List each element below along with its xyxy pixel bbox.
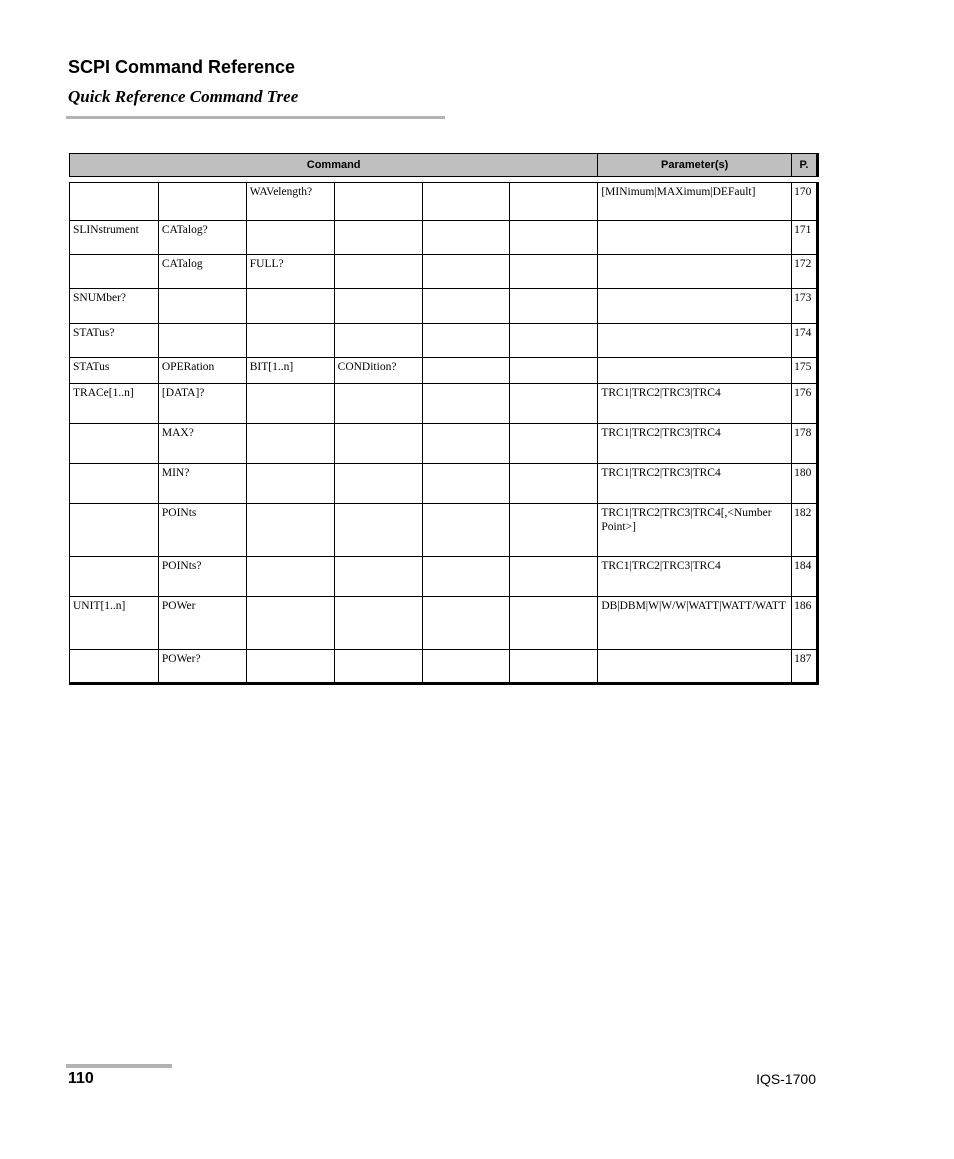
parameters-cell — [597, 324, 791, 357]
command-level-3-cell — [246, 650, 334, 682]
command-level-5-cell — [422, 324, 510, 357]
page-ref-cell: 186 — [791, 597, 816, 649]
command-level-6-cell — [509, 557, 597, 596]
command-level-4-cell — [334, 324, 422, 357]
command-level-5-cell — [422, 384, 510, 423]
table-body — [69, 182, 819, 685]
command-level-2-cell: POWer — [158, 597, 246, 649]
command-level-2-cell: POWer? — [158, 650, 246, 682]
header-rule — [66, 116, 445, 119]
parameters-cell: TRC1|TRC2|TRC3|TRC4[,<Number Point>] — [597, 504, 791, 556]
command-level-1-cell: STATus — [73, 361, 110, 373]
command-level-6-cell — [509, 424, 597, 463]
command-level-3-cell — [246, 289, 334, 323]
parameters-cell — [597, 289, 791, 323]
command-level-3-cell — [246, 557, 334, 596]
parameters-cell: TRC1|TRC2|TRC3|TRC4 — [597, 557, 791, 596]
command-level-1-cell: UNIT[1..n] — [73, 600, 126, 612]
command-level-1-cell — [70, 424, 158, 463]
page-ref-cell: 175 — [791, 358, 816, 383]
table-row — [70, 596, 816, 649]
command-level-5-cell — [422, 255, 510, 288]
page-ref-cell: 176 — [791, 384, 816, 423]
command-level-6-cell — [509, 358, 597, 383]
command-level-3-cell — [246, 597, 334, 649]
table-row — [70, 383, 816, 423]
page-ref-cell: 182 — [791, 504, 816, 556]
section-title: SCPI Command Reference — [68, 57, 296, 77]
page-ref-cell: 172 — [791, 255, 816, 288]
command-level-5-cell — [422, 183, 510, 220]
command-level-5-cell — [422, 557, 510, 596]
command-level-3-cell — [246, 464, 334, 503]
command-level-6-cell — [509, 504, 597, 556]
table-header — [69, 153, 819, 177]
footer-rule — [66, 1064, 172, 1068]
command-level-6-cell — [509, 289, 597, 323]
table-row — [70, 556, 816, 596]
command-level-4-cell — [334, 424, 422, 463]
command-level-2-cell: CATalog? — [158, 221, 246, 254]
parameters-cell — [597, 221, 791, 254]
command-level-4-cell — [334, 221, 422, 254]
command-level-3-cell — [246, 424, 334, 463]
command-level-6-cell — [509, 324, 597, 357]
command-level-3-cell — [246, 324, 334, 357]
command-level-4-cell — [334, 650, 422, 682]
command-level-4-cell — [334, 384, 422, 423]
command-level-4-cell — [334, 255, 422, 288]
command-level-2-cell: OPERation — [158, 358, 246, 383]
command-level-5-cell — [422, 597, 510, 649]
command-level-1-cell — [70, 504, 158, 556]
command-level-3-cell — [246, 221, 334, 254]
table-row — [70, 649, 816, 682]
page-ref-cell: 184 — [791, 557, 816, 596]
command-level-5-cell — [422, 221, 510, 254]
command-level-3-cell: FULL? — [246, 255, 334, 288]
parameters-cell: TRC1|TRC2|TRC3|TRC4 — [597, 464, 791, 503]
parameters-cell — [597, 255, 791, 288]
command-level-3-cell: WAVelength? — [246, 183, 334, 220]
command-level-2-cell: POINts — [158, 504, 246, 556]
command-level-2-cell: MAX? — [158, 424, 246, 463]
command-level-6-cell — [509, 255, 597, 288]
page-ref-cell: 178 — [791, 424, 816, 463]
page-ref-cell: 170 — [791, 183, 816, 220]
command-level-6-cell — [509, 183, 597, 220]
parameters-cell: DB|DBM|W|W/W|WATT|WATT/WATT — [597, 597, 791, 649]
parameters-cell — [597, 650, 791, 682]
command-level-5-cell — [422, 358, 510, 383]
section-subtitle: Quick Reference Command Tree — [68, 87, 299, 106]
command-level-1-cell — [70, 557, 158, 596]
command-level-2-cell — [158, 324, 246, 357]
command-level-2-cell: [DATA]? — [158, 384, 246, 423]
column-header-parameters: Parameter(s) — [597, 154, 791, 176]
command-level-5-cell — [422, 464, 510, 503]
command-level-5-cell — [422, 650, 510, 682]
product-name: IQS-1700 — [756, 1071, 816, 1087]
command-level-1-cell — [70, 255, 158, 288]
command-level-3-cell — [246, 504, 334, 556]
command-level-1-cell — [70, 650, 158, 682]
table-row — [70, 288, 816, 323]
parameters-cell: TRC1|TRC2|TRC3|TRC4 — [597, 384, 791, 423]
command-level-4-cell — [334, 183, 422, 220]
command-level-2-cell: MIN? — [158, 464, 246, 503]
command-level-6-cell — [509, 464, 597, 503]
command-level-1-cell — [70, 183, 158, 220]
table-row — [70, 423, 816, 463]
command-level-5-cell — [422, 424, 510, 463]
page-number: 110 — [68, 1070, 94, 1087]
page-ref-cell: 174 — [791, 324, 816, 357]
command-level-2-cell: CATalog — [158, 255, 246, 288]
table-row — [70, 254, 816, 288]
page-ref-cell: 173 — [791, 289, 816, 323]
parameters-cell: [MINimum|MAXimum|DEFault] — [597, 183, 791, 220]
command-level-1-cell: TRACe[1..n] — [73, 387, 134, 399]
table-row — [70, 220, 816, 254]
table-row — [70, 357, 816, 383]
parameters-cell: TRC1|TRC2|TRC3|TRC4 — [597, 424, 791, 463]
command-level-6-cell — [509, 650, 597, 682]
command-level-2-cell — [158, 289, 246, 323]
parameters-cell — [597, 358, 791, 383]
command-level-6-cell — [509, 597, 597, 649]
table-row — [70, 183, 816, 220]
page-ref-cell: 180 — [791, 464, 816, 503]
page-ref-cell: 171 — [791, 221, 816, 254]
command-level-2-cell — [158, 183, 246, 220]
command-level-4-cell — [334, 597, 422, 649]
command-level-1-cell: SNUMber? — [73, 292, 127, 304]
command-level-4-cell — [334, 289, 422, 323]
column-header-command: Command — [306, 159, 361, 171]
command-level-1-cell — [70, 464, 158, 503]
command-tree-table — [69, 153, 819, 685]
command-level-3-cell: BIT[1..n] — [246, 358, 334, 383]
command-level-6-cell — [509, 384, 597, 423]
page-ref-cell: 187 — [791, 650, 816, 682]
table-row — [70, 323, 816, 357]
command-level-1-cell: SLINstrument — [73, 224, 139, 236]
command-level-3-cell — [246, 384, 334, 423]
command-level-4-cell — [334, 557, 422, 596]
command-level-1-cell: STATus? — [73, 327, 115, 339]
table-row — [70, 503, 816, 556]
command-level-4-cell — [334, 464, 422, 503]
command-level-2-cell: POINts? — [158, 557, 246, 596]
command-level-6-cell — [509, 221, 597, 254]
column-header-page: P. — [791, 154, 816, 176]
table-row — [70, 463, 816, 503]
command-level-5-cell — [422, 504, 510, 556]
command-level-4-cell: CONDition? — [334, 358, 422, 383]
command-level-4-cell — [334, 504, 422, 556]
command-level-5-cell — [422, 289, 510, 323]
